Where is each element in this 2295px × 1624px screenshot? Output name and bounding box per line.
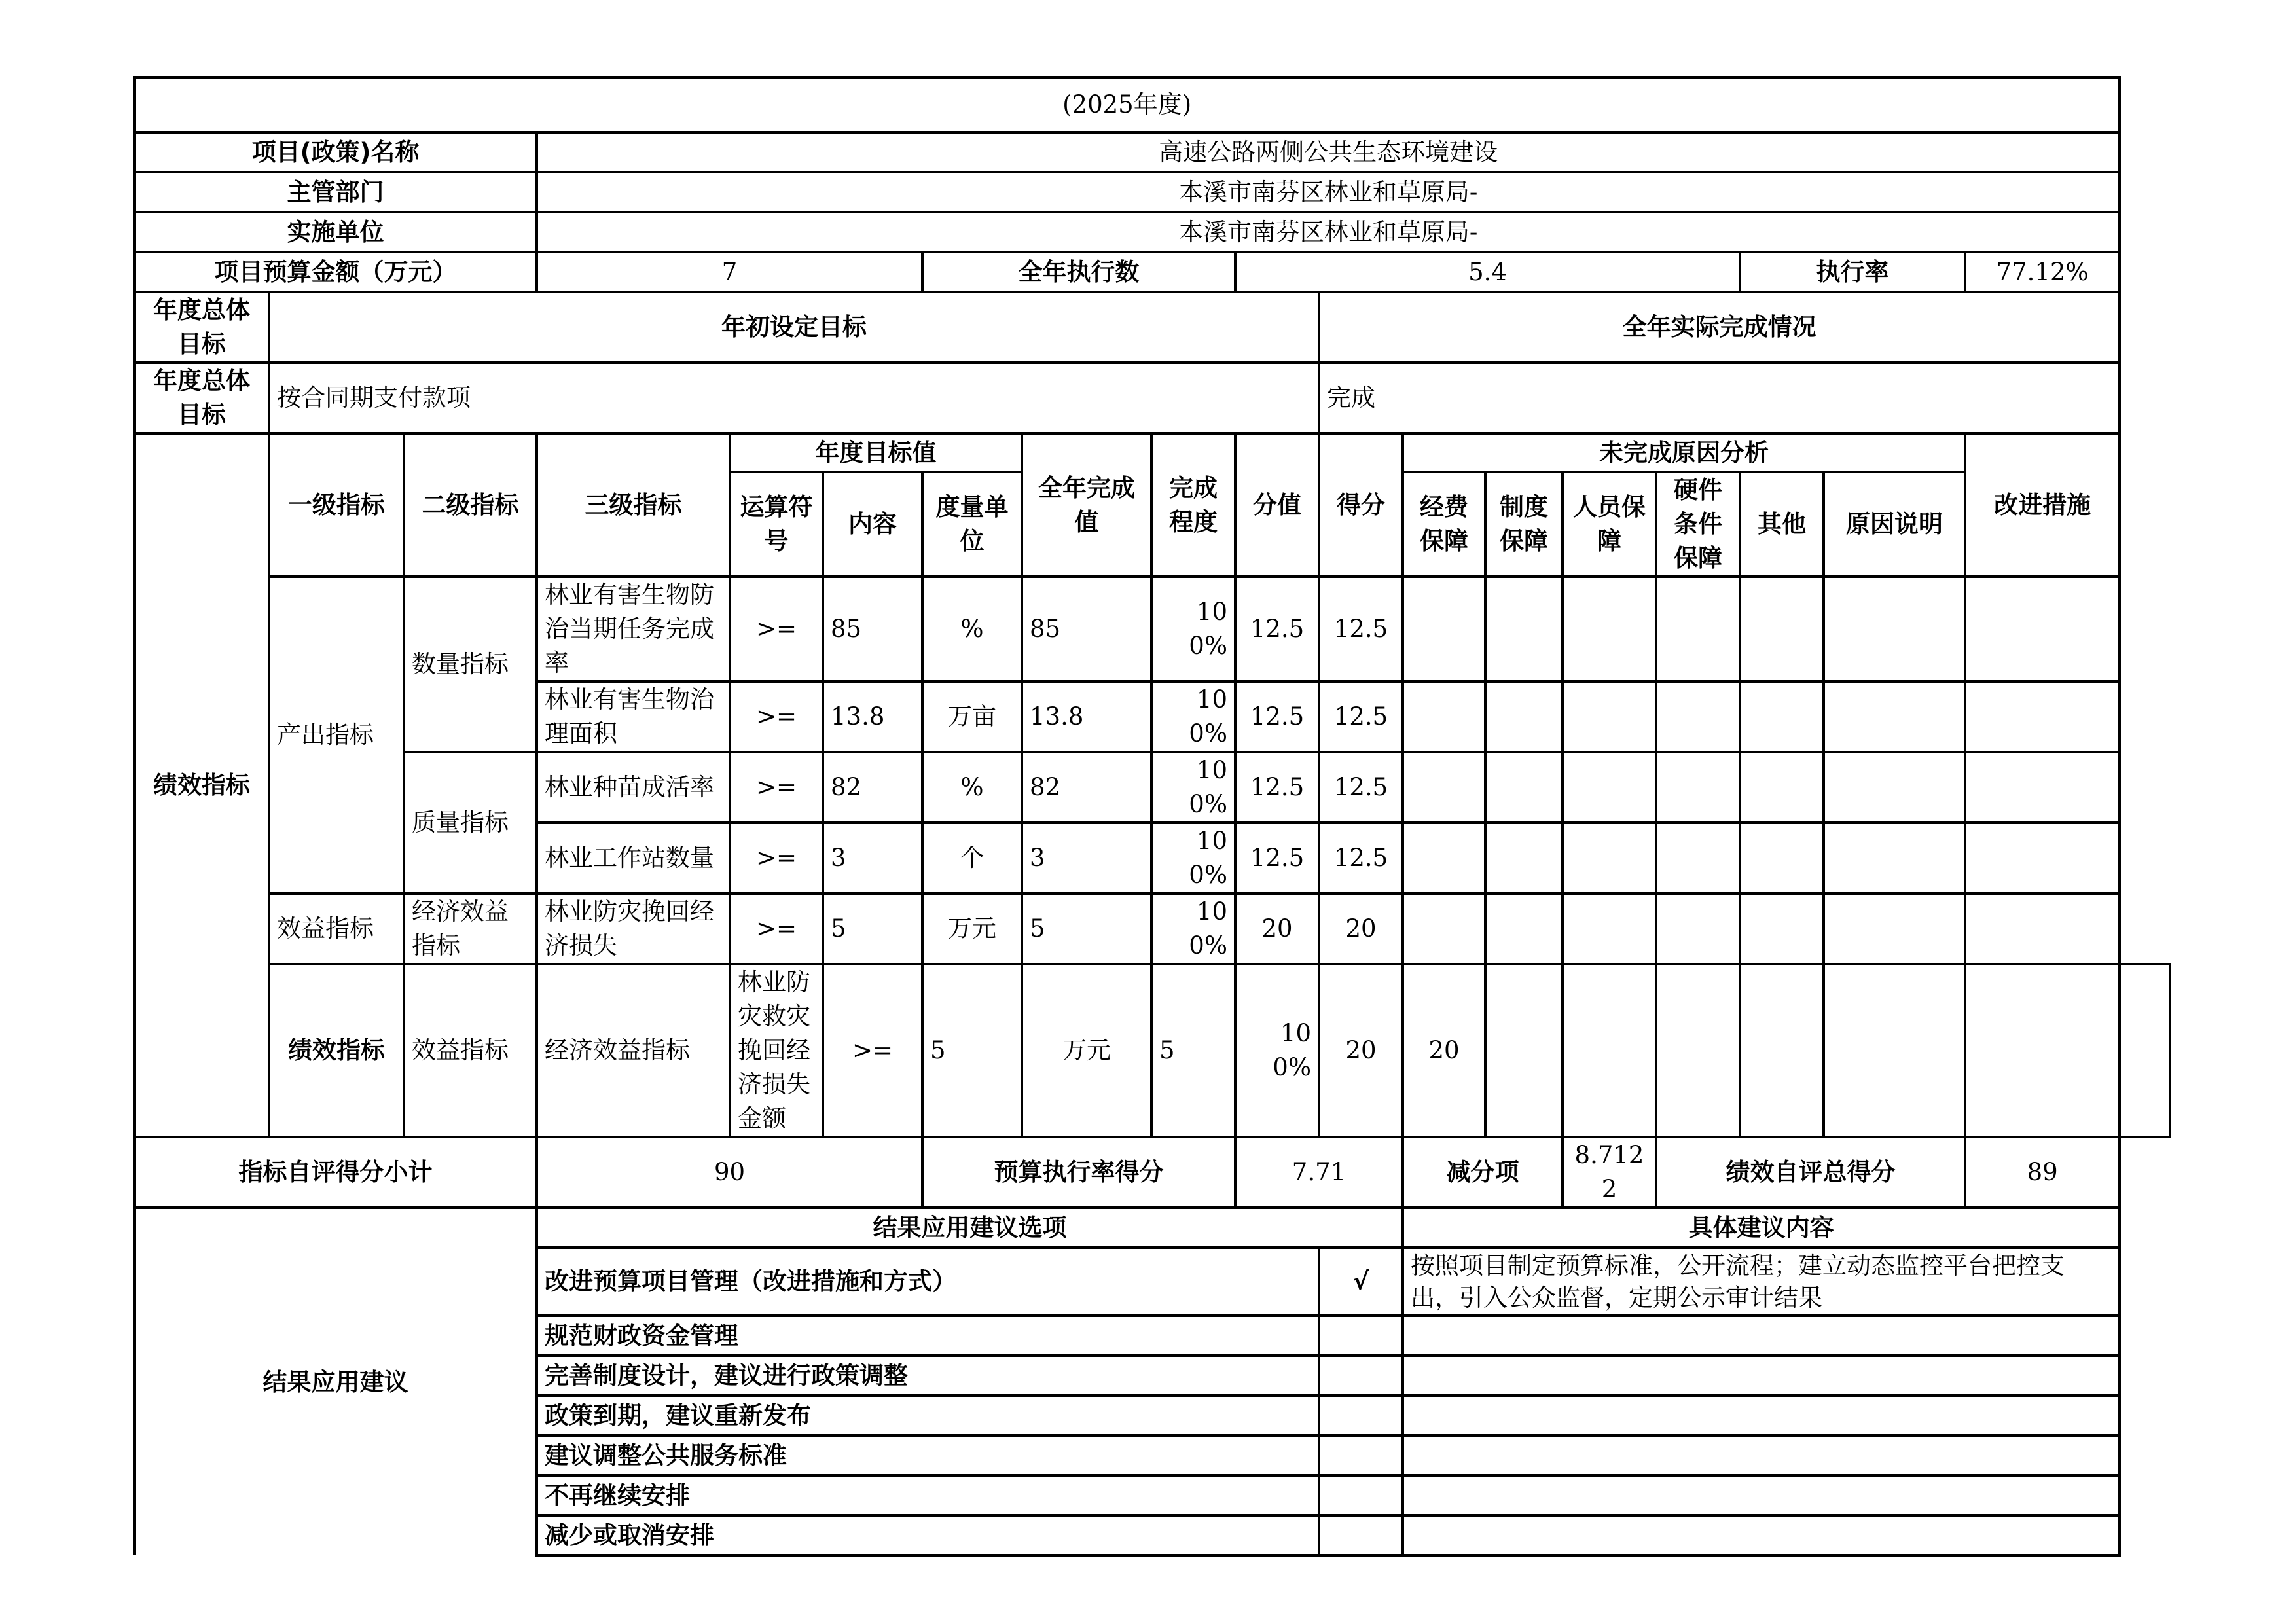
empty-cell (1485, 681, 1563, 752)
empty-cell (1485, 964, 1563, 1137)
indicator-points: 20 (1319, 964, 1403, 1137)
empty-cell (1824, 964, 1965, 1137)
impl-label: 实施单位 (134, 212, 537, 252)
dept-label: 主管部门 (134, 172, 537, 212)
output-indicator-label: 产出指标 (269, 577, 404, 893)
indicator-points: 20 (1235, 893, 1319, 964)
score-header: 得分 (1319, 433, 1403, 577)
points-header: 分值 (1235, 433, 1319, 577)
year-title: (2025年度) (134, 77, 2120, 132)
results-label: 结果应用建议 (134, 1208, 537, 1555)
initial-goal-header: 年初设定目标 (269, 292, 1319, 363)
indicator-completion: 100% (1151, 577, 1235, 681)
indicator-unit: % (922, 577, 1022, 681)
indicator-score: 12.5 (1319, 681, 1403, 752)
indicator-completion: 100% (1151, 752, 1235, 823)
option-check-mark (1319, 1396, 1403, 1435)
indicator-value: 5 (1151, 964, 1235, 1137)
empty-cell (1656, 752, 1740, 823)
indicator-name: 林业工作站数量 (537, 823, 730, 893)
indicator-content: 13.8 (823, 681, 922, 752)
indicator-value: 85 (1022, 577, 1151, 681)
option-detail (1403, 1435, 2120, 1475)
options-header: 结果应用建议选项 (537, 1208, 1403, 1248)
option-text: 建议调整公共服务标准 (537, 1435, 1319, 1475)
econ-benefit-label-2: 经济效益指标 (537, 964, 730, 1137)
empty-cell (1403, 893, 1485, 964)
option-detail (1403, 1475, 2120, 1515)
indicator-completion: 100% (1235, 964, 1319, 1137)
indicator-unit: 个 (922, 823, 1022, 893)
empty-cell (1563, 823, 1656, 893)
goal-label-2: 年度总体目标 (134, 363, 269, 433)
indicator-content: 3 (823, 823, 922, 893)
empty-cell (1824, 823, 1965, 893)
exec-value: 5.4 (1235, 252, 1740, 292)
empty-cell (1824, 681, 1965, 752)
reason-system-header: 制度保障 (1485, 472, 1563, 577)
empty-cell (1740, 893, 1824, 964)
empty-cell (1965, 681, 2120, 752)
level2-header: 二级指标 (404, 433, 537, 577)
actual-goal-header: 全年实际完成情况 (1319, 292, 2120, 363)
option-text: 减少或取消安排 (537, 1515, 1319, 1555)
indicator-name: 林业有害生物防治当期任务完成率 (537, 577, 730, 681)
deduct-value: 8.7122 (1563, 1137, 1656, 1208)
deduct-label: 减分项 (1403, 1137, 1563, 1208)
empty-cell (1656, 964, 1740, 1137)
rate-value: 77.12% (1965, 252, 2120, 292)
indicator-content: 5 (922, 964, 1022, 1137)
empty-cell (1485, 823, 1563, 893)
indicator-operator: >= (823, 964, 922, 1137)
option-text: 政策到期，建议重新发布 (537, 1396, 1319, 1435)
indicator-value: 5 (1022, 893, 1151, 964)
indicator-content: 82 (823, 752, 922, 823)
empty-cell (1563, 577, 1656, 681)
indicator-operator: >= (730, 681, 823, 752)
budget-score-value: 7.71 (1235, 1137, 1403, 1208)
benefit-indicator-label-2: 效益指标 (404, 964, 537, 1137)
level1-header: 一级指标 (269, 433, 404, 577)
econ-benefit-label: 经济效益指标 (404, 893, 537, 964)
reason-desc-header: 原因说明 (1824, 472, 1965, 577)
empty-cell (1563, 893, 1656, 964)
indicator-points: 12.5 (1235, 681, 1319, 752)
empty-cell (1656, 681, 1740, 752)
budget-value: 7 (537, 252, 922, 292)
indicator-content: 85 (823, 577, 922, 681)
indicator-points: 12.5 (1235, 577, 1319, 681)
budget-score-label: 预算执行率得分 (922, 1137, 1235, 1208)
initial-goal: 按合同期支付款项 (269, 363, 1319, 433)
indicator-value: 3 (1022, 823, 1151, 893)
empty-cell (1965, 752, 2120, 823)
indicator-operator: >= (730, 577, 823, 681)
option-text: 规范财政资金管理 (537, 1316, 1319, 1356)
indicator-score: 20 (1319, 893, 1403, 964)
indicator-name: 林业有害生物治理面积 (537, 681, 730, 752)
option-text: 完善制度设计，建议进行政策调整 (537, 1356, 1319, 1396)
empty-cell (1965, 893, 2120, 964)
indicator-operator: >= (730, 893, 823, 964)
annual-value-header: 全年完成值 (1022, 433, 1151, 577)
goal-label-1: 年度总体目标 (134, 292, 269, 363)
indicator-value: 82 (1022, 752, 1151, 823)
indicator-score: 12.5 (1319, 823, 1403, 893)
empty-cell (1403, 577, 1485, 681)
indicator-score: 12.5 (1319, 752, 1403, 823)
reason-staff-header: 人员保障 (1563, 472, 1656, 577)
indicator-content: 5 (823, 893, 922, 964)
reason-other-header: 其他 (1740, 472, 1824, 577)
reason-hardware-header: 硬件条件保障 (1656, 472, 1740, 577)
empty-cell (1656, 577, 1740, 681)
option-detail (1403, 1356, 2120, 1396)
perf-group-label-2: 绩效指标 (269, 964, 404, 1137)
option-text: 不再继续安排 (537, 1475, 1319, 1515)
option-check-mark (1319, 1316, 1403, 1356)
content-header: 内容 (823, 472, 922, 577)
empty-cell (1485, 893, 1563, 964)
indicator-completion: 100% (1151, 823, 1235, 893)
empty-cell (1403, 752, 1485, 823)
option-check-mark: √ (1319, 1248, 1403, 1316)
performance-evaluation-sheet (133, 76, 2171, 1557)
level3-header: 三级指标 (537, 433, 730, 577)
indicator-name: 林业防灾挽回经济损失 (537, 893, 730, 964)
actual-goal: 完成 (1319, 363, 2120, 433)
evaluation-table (133, 76, 2171, 1557)
empty-cell (2120, 964, 2170, 1137)
quality-indicator-label: 质量指标 (404, 752, 537, 893)
empty-cell (1563, 752, 1656, 823)
empty-cell (1485, 752, 1563, 823)
option-check-mark (1319, 1435, 1403, 1475)
target-group-header: 年度目标值 (730, 433, 1022, 472)
indicator-score: 20 (1403, 964, 1485, 1137)
indicator-score: 12.5 (1319, 577, 1403, 681)
empty-cell (1824, 893, 1965, 964)
empty-cell (1824, 752, 1965, 823)
subtotal-label: 指标自评得分小计 (134, 1137, 537, 1208)
reason-group-header: 未完成原因分析 (1403, 433, 1965, 472)
empty-cell (1485, 577, 1563, 681)
indicator-name: 林业防灾救灾挽回经济损失金额 (730, 964, 823, 1137)
empty-cell (1403, 681, 1485, 752)
empty-cell (1563, 681, 1656, 752)
benefit-indicator-label: 效益指标 (269, 893, 404, 964)
completion-header: 完成程度 (1151, 433, 1235, 577)
indicator-operator: >= (730, 823, 823, 893)
empty-cell (1656, 893, 1740, 964)
rate-label: 执行率 (1740, 252, 1965, 292)
indicator-unit: % (922, 752, 1022, 823)
indicator-operator: >= (730, 752, 823, 823)
indicator-points: 12.5 (1235, 823, 1319, 893)
empty-cell (1656, 823, 1740, 893)
indicator-unit: 万元 (1022, 964, 1151, 1137)
dept-value: 本溪市南芬区林业和草原局- (537, 172, 2120, 212)
indicator-unit: 万亩 (922, 681, 1022, 752)
empty-cell (1740, 752, 1824, 823)
empty-cell (1403, 823, 1485, 893)
unit-header: 度量单位 (922, 472, 1022, 577)
option-detail: 按照项目制定预算标准，公开流程；建立动态监控平台把控支出，引入公众监督，定期公示审计结果 (1403, 1248, 2120, 1316)
improve-header: 改进措施 (1965, 433, 2120, 577)
indicator-points: 12.5 (1235, 752, 1319, 823)
empty-cell (1965, 964, 2120, 1137)
option-check-mark (1319, 1515, 1403, 1555)
project-name: 高速公路两侧公共生态环境建设 (537, 132, 2120, 172)
perf-group-label: 绩效指标 (134, 433, 269, 1137)
indicator-unit: 万元 (922, 893, 1022, 964)
empty-cell (1740, 681, 1824, 752)
total-score-value: 89 (1965, 1137, 2120, 1208)
option-check-mark (1319, 1475, 1403, 1515)
empty-cell (1824, 577, 1965, 681)
operator-header: 运算符号 (730, 472, 823, 577)
total-score-label: 绩效自评总得分 (1656, 1137, 1965, 1208)
project-name-label: 项目(政策)名称 (134, 132, 537, 172)
option-detail (1403, 1396, 2120, 1435)
subtotal-value: 90 (537, 1137, 922, 1208)
exec-label: 全年执行数 (922, 252, 1235, 292)
empty-cell (1965, 577, 2120, 681)
empty-cell (1740, 577, 1824, 681)
empty-cell (1965, 823, 2120, 893)
budget-label: 项目预算金额（万元） (134, 252, 537, 292)
empty-cell (1740, 964, 1824, 1137)
empty-cell (1563, 964, 1656, 1137)
quantity-indicator-label: 数量指标 (404, 577, 537, 752)
impl-value: 本溪市南芬区林业和草原局- (537, 212, 2120, 252)
option-detail (1403, 1316, 2120, 1356)
detail-header: 具体建议内容 (1403, 1208, 2120, 1248)
indicator-name: 林业种苗成活率 (537, 752, 730, 823)
indicator-value: 13.8 (1022, 681, 1151, 752)
indicator-completion: 100% (1151, 893, 1235, 964)
reason-funds-header: 经费保障 (1403, 472, 1485, 577)
option-detail (1403, 1515, 2120, 1555)
indicator-completion: 100% (1151, 681, 1235, 752)
option-text: 改进预算项目管理（改进措施和方式） (537, 1248, 1319, 1316)
empty-cell (1740, 823, 1824, 893)
option-check-mark (1319, 1356, 1403, 1396)
